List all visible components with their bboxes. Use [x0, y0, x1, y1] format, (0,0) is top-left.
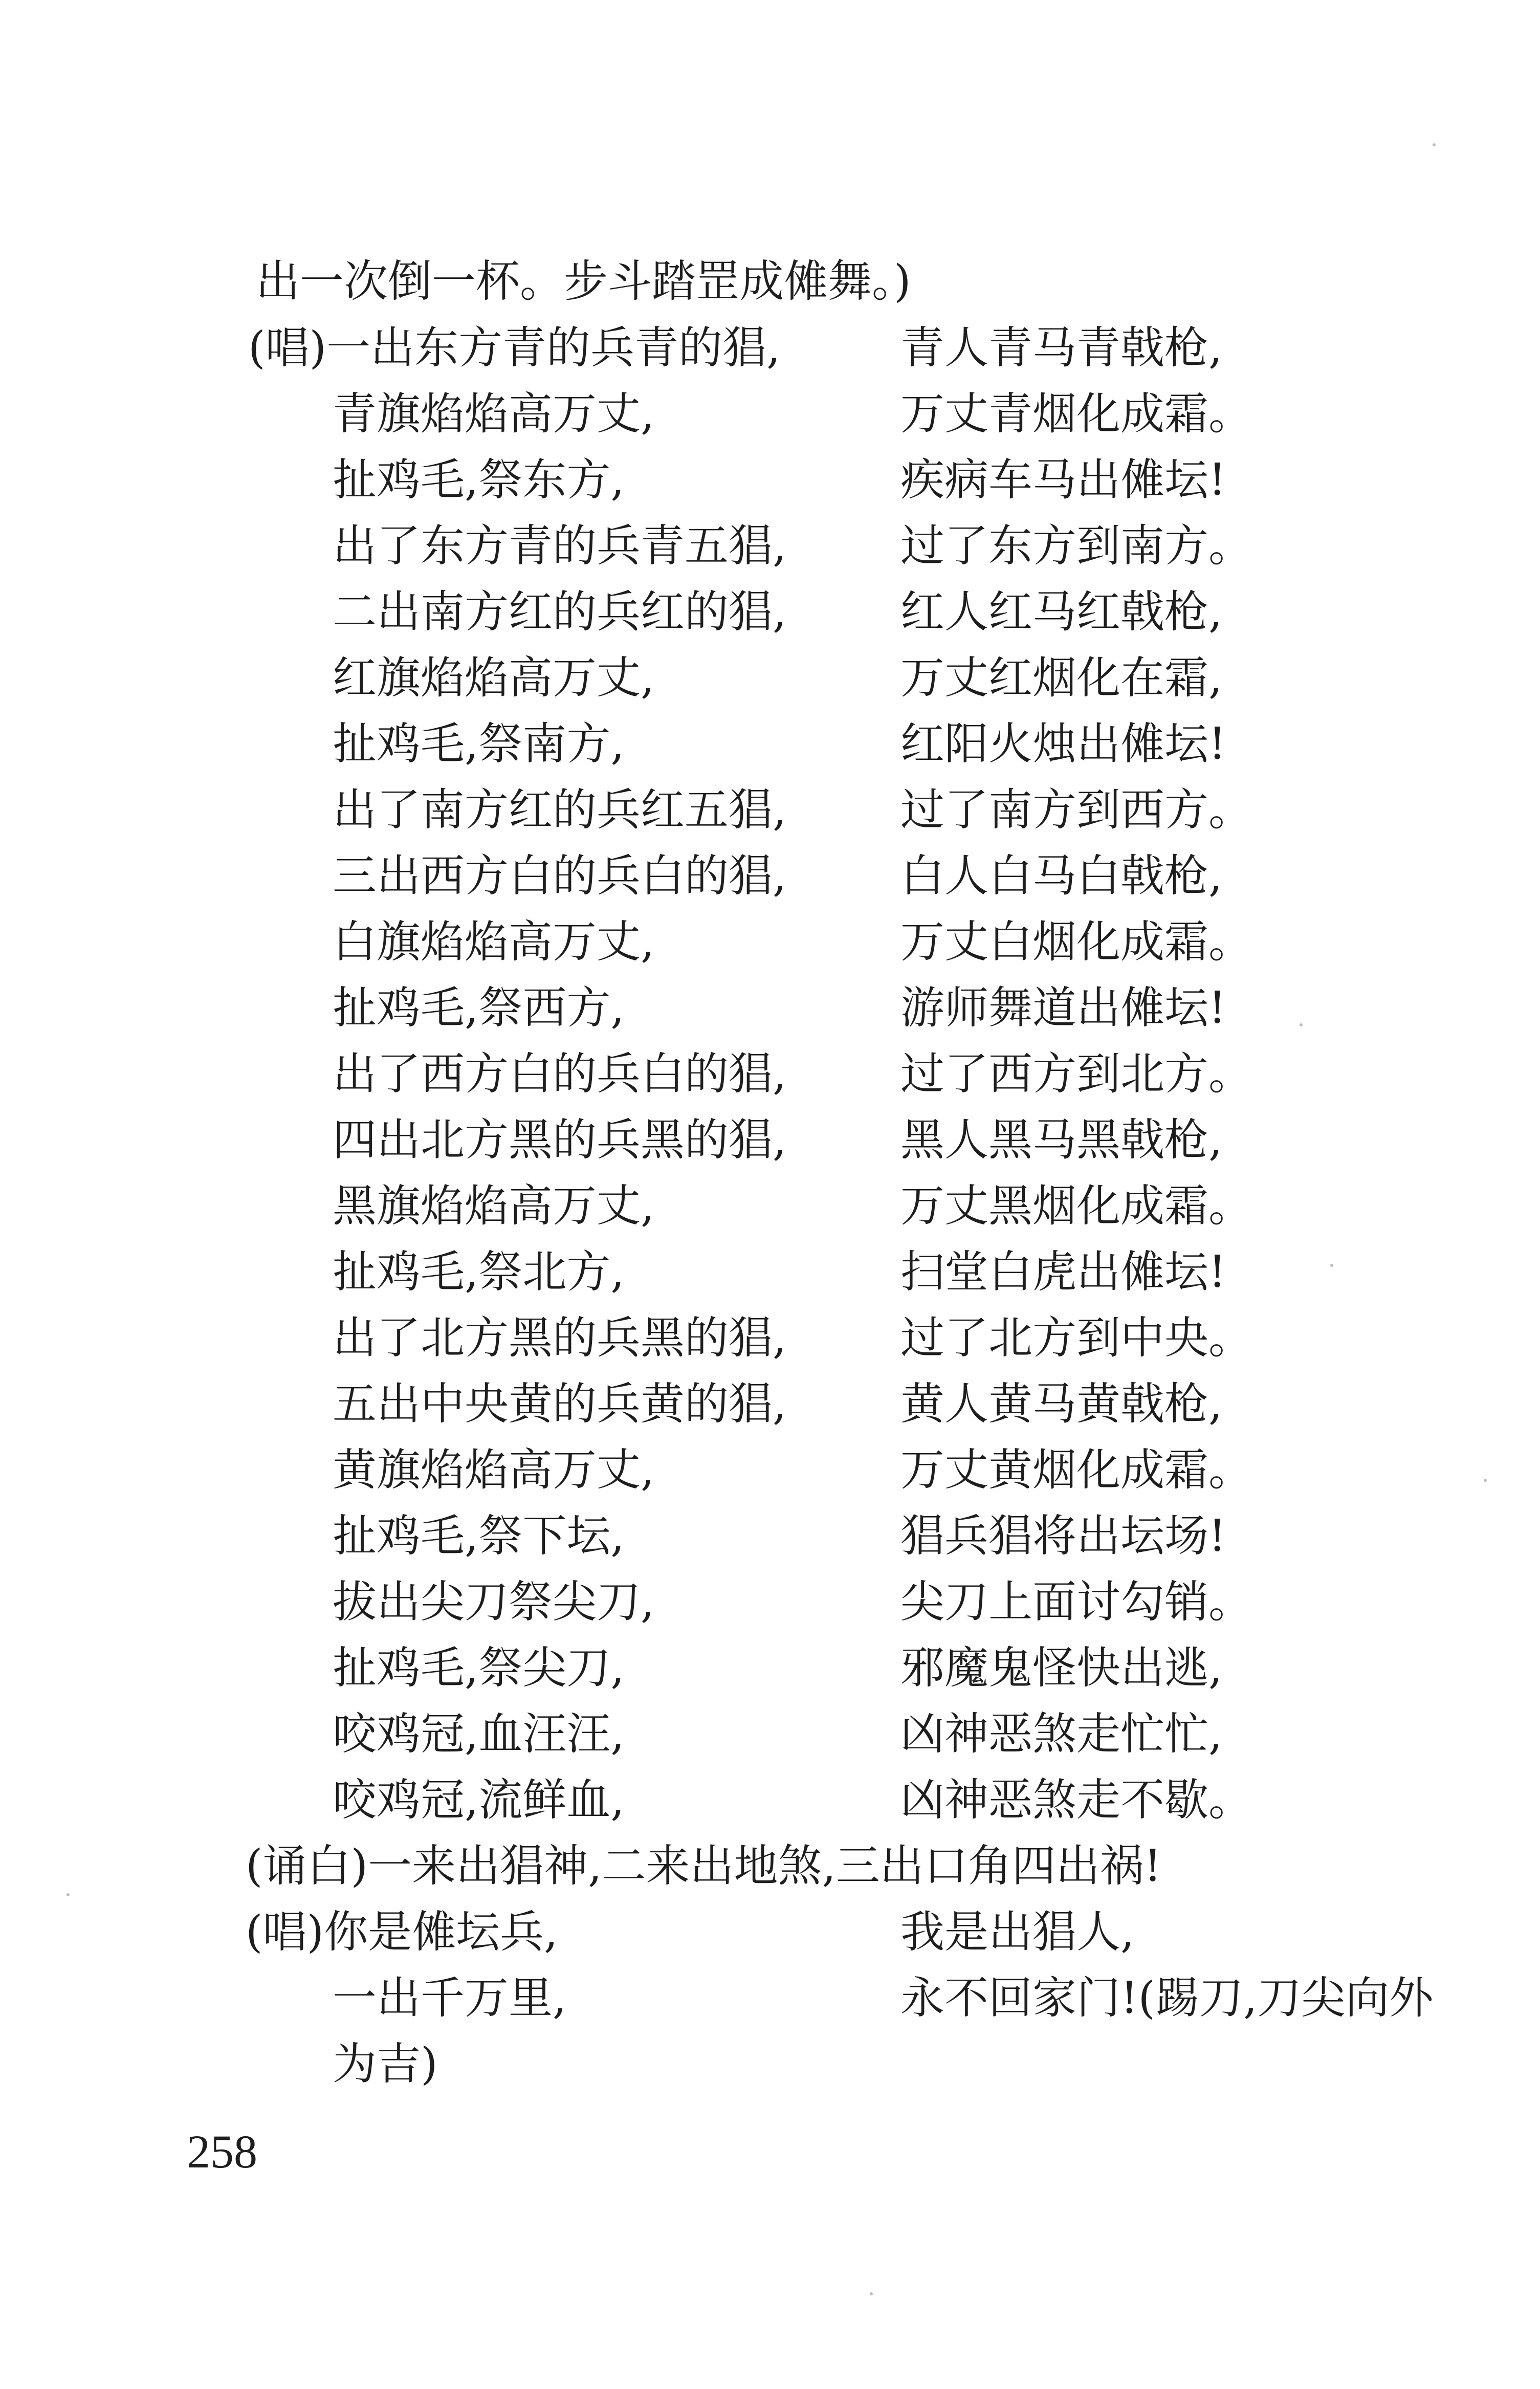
- verse-left-15: 扯鸡毛,祭北方,: [333, 1246, 625, 1298]
- scan-speck: [67, 1893, 70, 1896]
- verse-right-2: 万丈青烟化成霜。: [900, 388, 1252, 440]
- verse-left-9: 三出西方白的兵白的猖,: [333, 850, 787, 902]
- verse-right-20: 尖刀上面讨勾销。: [900, 1576, 1252, 1628]
- verse-right-21: 邪魔鬼怪快出逃,: [900, 1642, 1223, 1694]
- verse-left-16: 出了北方黑的兵黑的猖,: [333, 1312, 787, 1364]
- verse-left-4: 出了东方青的兵青五猖,: [333, 520, 787, 572]
- verse-right-22: 凶神恶煞走忙忙,: [900, 1708, 1223, 1760]
- scan-speck: [870, 2292, 873, 2295]
- verse-right-23: 凶神恶煞走不歇。: [900, 1774, 1252, 1826]
- verse-right-3: 疾病车马出傩坛!: [900, 454, 1226, 506]
- verse-left-7: 扯鸡毛,祭南方,: [333, 718, 625, 770]
- verse-right-4: 过了东方到南方。: [900, 520, 1252, 572]
- verse-right-12: 过了西方到北方。: [900, 1048, 1252, 1100]
- verse-left-22: 咬鸡冠,血汪汪,: [333, 1708, 625, 1760]
- verse-left-13: 四出北方黑的兵黑的猖,: [333, 1114, 787, 1166]
- scan-speck: [1300, 1023, 1303, 1026]
- verse-right-6: 万丈红烟化在霜,: [900, 652, 1223, 704]
- intro-line: 出一次倒一杯。步斗踏罡成傩舞。): [256, 256, 911, 307]
- verse-right-18: 万丈黄烟化成霜。: [900, 1444, 1252, 1496]
- final-right-2: 永不回家门!(踢刀,刀尖向外: [900, 1972, 1434, 2024]
- verse-right-14: 万丈黑烟化成霜。: [900, 1180, 1252, 1232]
- verse-left-14: 黑旗焰焰高万丈,: [333, 1180, 655, 1232]
- verse-left-6: 红旗焰焰高万丈,: [333, 652, 655, 704]
- verse-left-17: 五出中央黄的兵黄的猖,: [333, 1378, 787, 1430]
- verse-right-15: 扫堂白虎出傩坛!: [900, 1246, 1226, 1298]
- verse-left-12: 出了西方白的兵白的猖,: [333, 1048, 787, 1100]
- verse-left-11: 扯鸡毛,祭西方,: [333, 982, 625, 1034]
- scan-speck: [1484, 1479, 1487, 1482]
- verse-left-5: 二出南方红的兵红的猖,: [333, 586, 787, 638]
- verse-left-10: 白旗焰焰高万丈,: [333, 916, 655, 968]
- verse-left-20: 拔出尖刀祭尖刀,: [333, 1576, 655, 1628]
- verse-right-8: 过了南方到西方。: [900, 784, 1252, 836]
- verse-left-2: 青旗焰焰高万丈,: [333, 388, 655, 440]
- verse-right-13: 黑人黑马黑戟枪,: [900, 1114, 1223, 1166]
- verse-left-1: (唱)一出东方青的兵青的猖,: [248, 322, 781, 374]
- verse-right-9: 白人白马白戟枪,: [900, 850, 1223, 902]
- final-right-1: 我是出猖人,: [900, 1906, 1135, 1958]
- verse-left-8: 出了南方红的兵红五猖,: [333, 784, 787, 836]
- recitation-line: (诵白)一来出猖神,二来出地煞,三出口角四出祸!: [246, 1840, 1162, 1892]
- final-left-1: (唱)你是傩坛兵,: [246, 1906, 558, 1958]
- verse-left-18: 黄旗焰焰高万丈,: [333, 1444, 655, 1496]
- verse-left-19: 扯鸡毛,祭下坛,: [333, 1510, 625, 1562]
- verse-right-7: 红阳火烛出傩坛!: [900, 718, 1226, 770]
- page-number: 258: [187, 2125, 257, 2178]
- final-left-2: 一出千万里,: [333, 1972, 567, 2024]
- scan-speck: [1433, 143, 1436, 146]
- verse-right-5: 红人红马红戟枪,: [900, 586, 1223, 638]
- scan-speck: [1330, 1264, 1333, 1267]
- verse-left-21: 扯鸡毛,祭尖刀,: [333, 1642, 625, 1694]
- verse-right-16: 过了北方到中央。: [900, 1312, 1252, 1364]
- verse-right-1: 青人青马青戟枪,: [900, 322, 1223, 374]
- verse-right-10: 万丈白烟化成霜。: [900, 916, 1252, 968]
- verse-right-11: 游师舞道出傩坛!: [900, 982, 1226, 1034]
- verse-right-19: 猖兵猖将出坛场!: [900, 1510, 1226, 1562]
- closing-line: 为吉): [333, 2039, 438, 2090]
- verse-left-23: 咬鸡冠,流鲜血,: [333, 1774, 625, 1826]
- verse-right-17: 黄人黄马黄戟枪,: [900, 1378, 1223, 1430]
- verse-left-3: 扯鸡毛,祭东方,: [333, 454, 625, 506]
